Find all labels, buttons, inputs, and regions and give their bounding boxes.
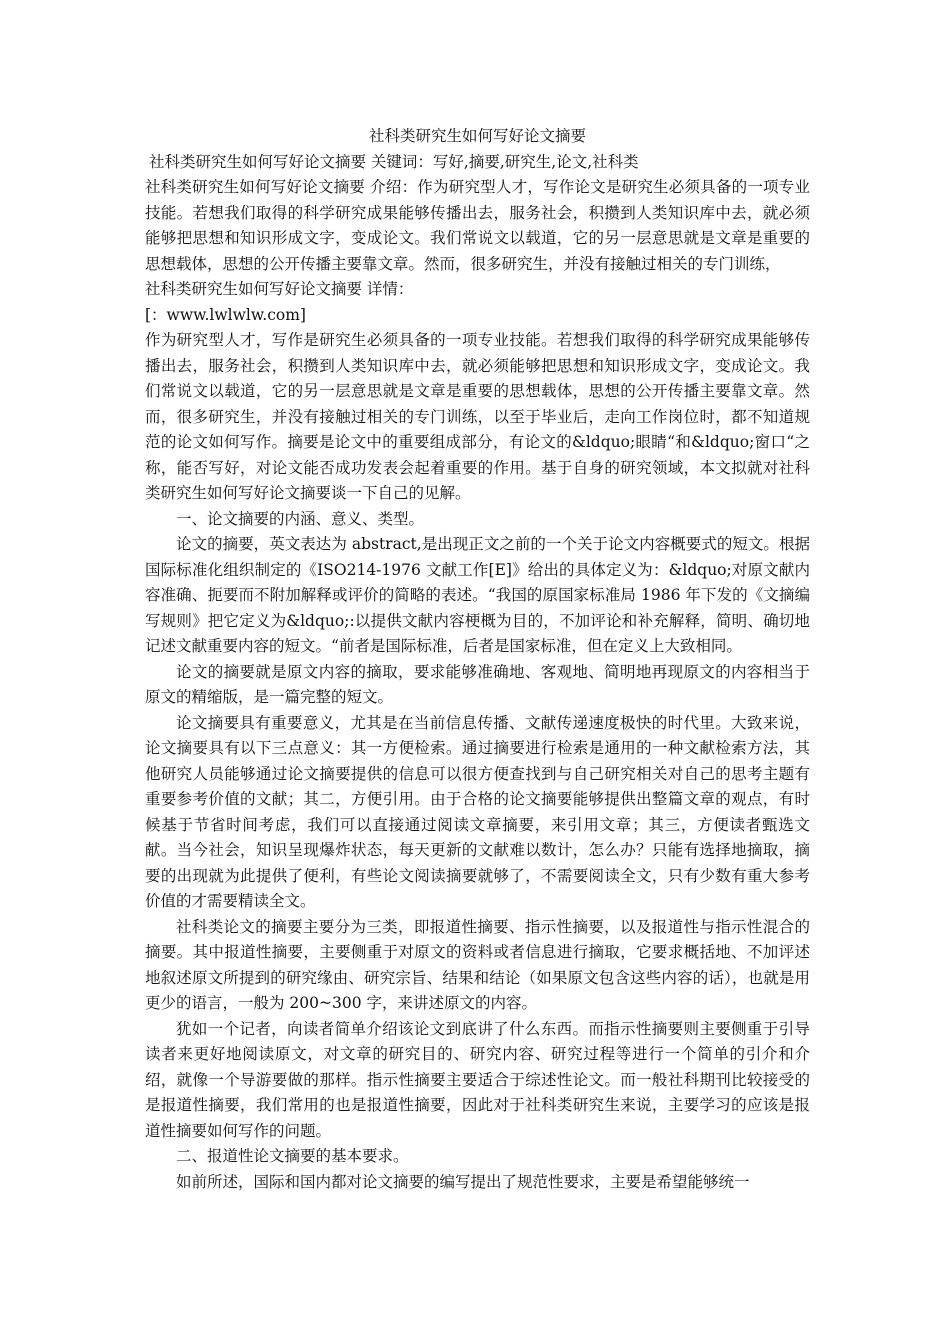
section-heading-2: 二、报道性论文摘要的基本要求。 bbox=[176, 1147, 409, 1165]
body-paragraph-4: 论文摘要具有重要意义，尤其是在当前信息传播、文献传递速度极快的时代里。大致来说，论文摘要具有以下三点意义：其一方便检索。通过摘要进行检索是通用的一种文献检索方法，其他研究人员能够通过论文摘要提供的信息可以很方便查找到与自己研究相关对自己的思考主题有重要参考价值的文献；其二，方便引用。由于合格的论文摘要能够提供出整篇文章的观点，有时候基于节省时间考虑，我们可以直接通过阅读文章摘要，来引用文章；其三，方便读者甄选文献。当今社会，知识呈现爆炸状态，每天更新的文献难以数计，怎么办？只能有选择地摘取，摘要的出现就为此提供了便利，有些论文阅读摘要就够了，不需要阅读全文，只有少数有重大参考价值的才需要精读全文。 bbox=[145, 713, 810, 910]
body-paragraph-1: 作为研究型人才，写作是研究生必须具备的一项专业技能。若想我们取得的科学研究成果能够传播出去，服务社会，积攒到人类知识库中去，就必须能够把思想和知识形成文字，变成论文。我们常说文以载道，它的另一层意思就是文章是重要的思想载体，思想的公开传播主要靠文章。然而，很多研究生，并没有接触过相关的专门训练，以至于毕业后，走向工作岗位时，都不知道规范的论文如何写作。摘要是论文中的重要组成部分，有论文的&ldquo;眼睛“和&ldquo;窗口“之称，能否写好，对论文能否成功发表会起着重要的作用。基于自身的研究领域，本文拟就对社科类研究生如何写好论文摘要谈一下自己的见解。 bbox=[145, 331, 810, 502]
intro-paragraph: 社科类研究生如何写好论文摘要 介绍：作为研究型人才，写作论文是研究生必须具备的一项专业技能。若想我们取得的科学研究成果能够传播出去，服务社会，积攒到人类知识库中去，就必须能够把思想和知识形成文字，变成论文。我们常说文以载道，它的另一层意思就是文章是重要的思想载体，思想的公开传播主要靠文章。然而，很多研究生，并没有接触过相关的专门训练， bbox=[145, 178, 810, 273]
source-line: [：www.lwlwlw.com] bbox=[145, 305, 306, 324]
keywords-line: 社科类研究生如何写好论文摘要 关键词：写好,摘要,研究生,论文,社科类 bbox=[149, 152, 639, 171]
document-page bbox=[145, 124, 810, 1195]
details-label: 社科类研究生如何写好论文摘要 详情： bbox=[145, 280, 414, 298]
document-title: 社科类研究生如何写好论文摘要 bbox=[368, 127, 586, 145]
section-heading-1: 一、论文摘要的内涵、意义、类型。 bbox=[176, 509, 425, 528]
body-paragraph-2: 论文的摘要，英文表达为 abstract,是出现正文之前的一个关于论文内容概要式的短文。根据国际标准化组织制定的《ISO214-1976 文献工作[E]》给出的具体定义为：&ldquo;对原文献内容准确、扼要而不附加解释或评价的简略的表述。“我国的原国家标准局 1986 年下发的《文摘编写规则》把它定义为&ldquo;:以提供文献内容梗概为目的，不加评论和补充解释，简明、确切地记述文献重要内容的短文。“前者是国际标准，后者是国家标准，但在定义上大致相同。 bbox=[145, 535, 810, 655]
body-paragraph-3: 论文的摘要就是原文内容的摘取，要求能够准确地、客观地、简明地再现原文的内容相当于原文的精缩版，是一篇完整的短文。 bbox=[145, 662, 810, 706]
body-paragraph-6: 犹如一个记者，向读者简单介绍该论文到底讲了什么东西。而指示性摘要则主要侧重于引导读者来更好地阅读原文，对文章的研究目的、研究内容、研究过程等进行一个简单的引介和介绍，就像一个导游要做的那样。指示性摘要主要适合于综述性论文。而一般社科期刊比较接受的是报道性摘要，我们常用的也是报道性摘要，因此对于社科类研究生来说，主要学习的应该是报道性摘要如何写作的问题。 bbox=[145, 1019, 810, 1140]
body-paragraph-7: 如前所述，国际和国内都对论文摘要的编写提出了规范性要求，主要是希望能够统一 bbox=[176, 1172, 750, 1191]
body-paragraph-5: 社科类论文的摘要主要分为三类，即报道性摘要、指示性摘要，以及报道性与指示性混合的摘要。其中报道性摘要，主要侧重于对原文的资料或者信息进行摘取，它要求概括地、不加评述地叙述原文所提到的研究缘由、研究宗旨、结果和结论（如果原文包含这些内容的话），也就是用更少的语言，一般为 200~300 字，来讲述原文的内容。 bbox=[145, 917, 810, 1012]
